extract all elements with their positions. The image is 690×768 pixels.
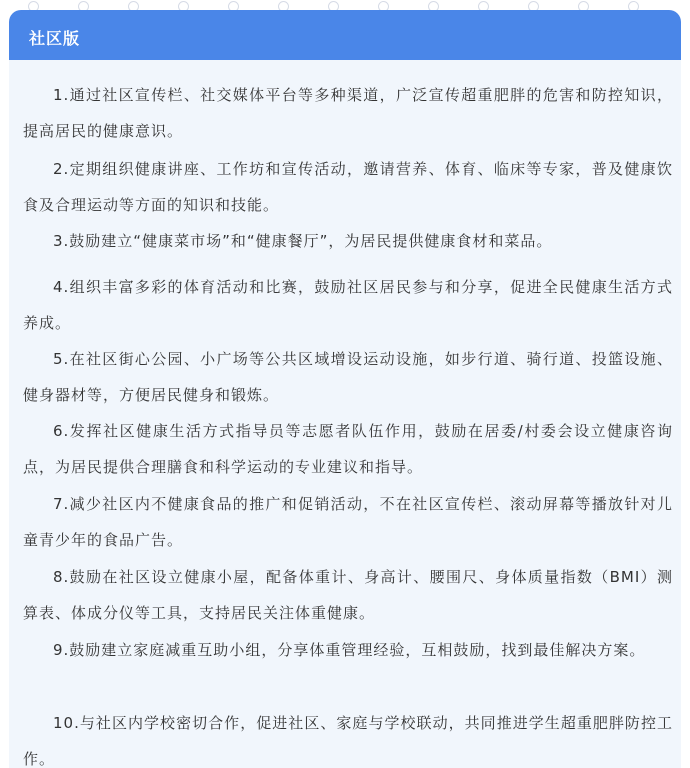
list-item-9: 9.鼓励建立家庭减重互助小组，分享体重管理经验，互相鼓励，找到最佳解决方案。	[53, 641, 646, 659]
list-item-6: 6.发挥社区健康生活方式指导员等志愿者队伍作用，鼓励在居委/村委会设立健康咨询点，为居民提供合理膳食和科学运动的专业建议和指导。	[23, 422, 673, 476]
list-item-5: 5.在社区街心公园、小广场等公共区域增设运动设施，如步行道、骑行道、投篮设施、健身器材等，方便居民健身和锻炼。	[23, 350, 673, 404]
list-item-7: 7.减少社区内不健康食品的推广和促销活动，不在社区宣传栏、滚动屏幕等播放针对儿童青少年的食品广告。	[23, 495, 673, 549]
section-title: 社区版	[29, 29, 81, 48]
list-item-10: 10.与社区内学校密切合作，促进社区、家庭与学校联动，共同推进学生超重肥胖防控工作。	[23, 714, 673, 768]
list-item-1: 1.通过社区宣传栏、社交媒体平台等多种渠道，广泛宣传超重肥胖的危害和防控知识，提高居民的健康意识。	[23, 86, 673, 140]
list-item-3: 3.鼓励建立“健康菜市场”和“健康餐厅”，为居民提供健康食材和菜品。	[53, 232, 553, 250]
section-header	[9, 10, 681, 60]
list-item-4: 4.组织丰富多彩的体育活动和比赛，鼓励社区居民参与和分享，促进全民健康生活方式养成。	[23, 278, 673, 332]
list-item-8: 8.鼓励在社区设立健康小屋，配备体重计、身高计、腰围尺、身体质量指数（BMI）测算表、体成分仪等工具，支持居民关注体重健康。	[23, 568, 673, 622]
list-item-2: 2.定期组织健康讲座、工作坊和宣传活动，邀请营养、体育、临床等专家，普及健康饮食及合理运动等方面的知识和技能。	[23, 160, 673, 214]
content-panel	[9, 60, 681, 768]
